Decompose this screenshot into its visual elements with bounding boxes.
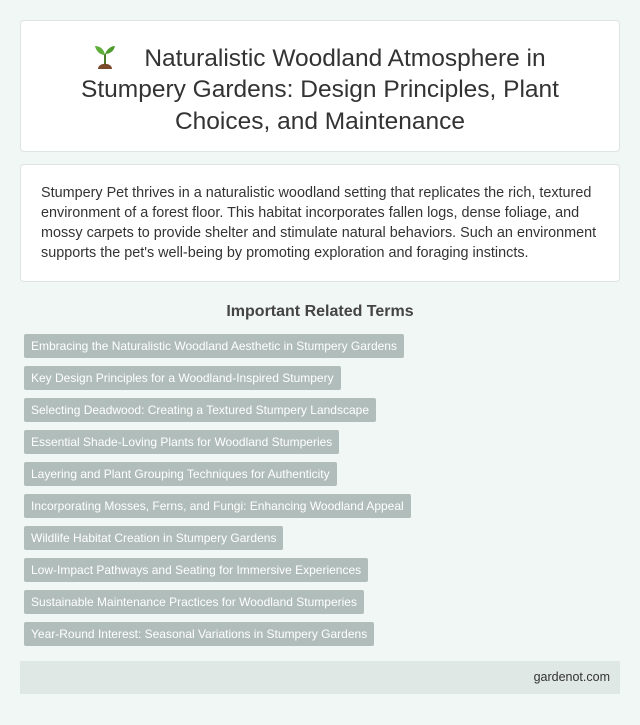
related-term-tag[interactable]: Essential Shade-Loving Plants for Woodland Stumperies [24,430,339,454]
related-term-tag[interactable]: Key Design Principles for a Woodland-Inspired Stumpery [24,366,341,390]
summary-card [20,164,620,282]
page-title-text: Naturalistic Woodland Atmosphere in Stumpery Gardens: Design Principles, Plant Choices, and Maintenance [81,45,559,135]
footer-site-link[interactable]: gardenot.com [533,670,610,684]
related-term-tag[interactable]: Year-Round Interest: Seasonal Variations in Stumpery Gardens [24,622,374,646]
title-card [20,20,620,152]
page-title [47,43,593,137]
summary-text: Stumpery Pet thrives in a naturalistic woodland setting that replicates the rich, textured environment of a forest floor. This habitat incorporates fallen logs, dense foliage, and mossy carpets to provide shelter and stimulate natural behaviors. Such an environment supports the pet's well-being by promoting exploration and foraging instincts. [41,185,597,262]
related-terms-heading: Important Related Terms [226,303,414,320]
sprout-icon [94,43,116,69]
related-term-tag[interactable]: Sustainable Maintenance Practices for Woodland Stumperies [24,590,364,614]
related-term-tag[interactable]: Selecting Deadwood: Creating a Textured Stumpery Landscape [24,398,376,422]
footer [20,661,620,694]
related-terms-list [20,334,620,646]
related-term-tag[interactable]: Embracing the Naturalistic Woodland Aesthetic in Stumpery Gardens [24,334,404,358]
related-term-tag[interactable]: Layering and Plant Grouping Techniques for Authenticity [24,462,337,486]
related-term-tag[interactable]: Wildlife Habitat Creation in Stumpery Gardens [24,526,283,550]
related-term-tag[interactable]: Low-Impact Pathways and Seating for Immersive Experiences [24,558,368,582]
related-term-tag[interactable]: Incorporating Mosses, Ferns, and Fungi: Enhancing Woodland Appeal [24,494,411,518]
